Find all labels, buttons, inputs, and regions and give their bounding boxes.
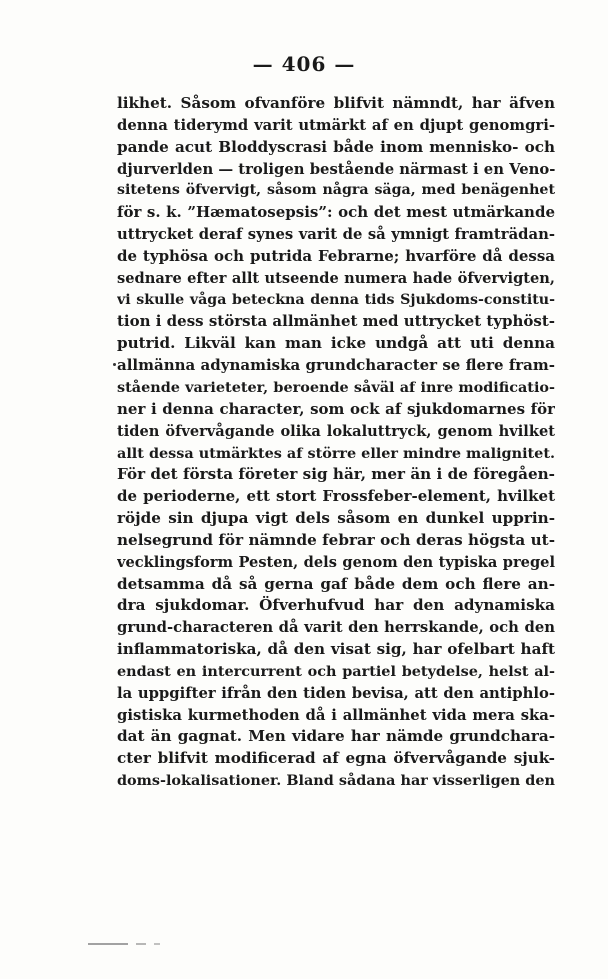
text-line: pande acut Bloddyscrasi både inom mennisko- och [117,137,555,156]
text-line: för s. k. ”Hæmatosepsis”: och det mest utmärkande [117,203,555,222]
text-line: denna tiderymd varit utmärkt af en djupt genomgri- [117,116,555,134]
text-line: grund-characteren då varit den herrskande, och den [117,619,555,637]
body-text [117,93,555,792]
text-line: tiden öfvervågande olika lokaluttryck, genom hvilket [117,422,555,440]
text-line: gistiska kurmethoden då i allmänhet vida mera ska- [117,706,555,724]
text-line: stående varieteter, beroende såväl af inre modificatio- [117,378,555,396]
text-line: För det första företer sig här, mer än i de föregåen- [117,465,555,484]
text-line: vi skulle våga beteckna denna tids Sjukdoms-constitu- [117,291,555,308]
text-line: inflammatoriska, då den visat sig, har ofelbart haft [117,640,555,659]
text-line: tion i dess största allmänhet med uttrycket typhöst- [117,312,555,331]
text-line: allmänna adynamiska grundcharacter se flere fram- [117,356,555,375]
text-line: endast en intercurrent och partiel betydelse, helst al- [117,662,555,680]
text-line: de typhösa och putrida Febrarne; hvarföre då dessa [117,246,555,265]
text-line: vecklingsform Pesten, dels genom den typiska pregel [117,553,555,571]
text-line: röjde sin djupa vigt dels såsom en dunkel upprin- [117,509,555,528]
text-line: de perioderne, ett stort Frossfeber-element, hvilket [117,487,555,506]
text-line: allt dessa utmärktes af större eller mindre malignitet. [117,444,555,462]
text-line: la uppgifter ifrån den tiden bevisa, att den antiphlo- [117,684,555,702]
text-line: ner i denna character, som ock af sjukdomarnes för [117,399,555,418]
text-line: sednare efter allt utseende numera hade öfvervigten, [117,269,555,287]
page-number: — 406 — [252,52,356,76]
margin-mark [113,363,116,366]
text-line: uttrycket deraf synes varit de så ymnigt framträdan- [117,226,555,244]
text-line: detsamma då så gerna gaf både dem och flere an- [117,574,555,593]
text-line: nelsegrund för nämnde febrar och deras högsta ut- [117,530,555,549]
text-line: dra sjukdomar. Öfverhufvud har den adynamiska [117,596,555,615]
text-line: doms-lokalisationer. Bland sådana har visserligen den [117,772,555,790]
footer-rule [88,943,188,945]
text-line: putrid. Likväl kan man icke undgå att uti denna [117,334,555,353]
text-line: likhet. Såsom ofvanföre blifvit nämndt, har äfven [117,94,555,112]
text-line: cter blifvit modificerad af egna öfvervågande sjuk- [117,749,555,768]
text-line: dat än gagnat. Men vidare har nämde grundchara- [117,727,555,746]
text-line: sitetens öfvervigt, såsom några säga, med benägenhet [117,182,555,199]
text-line: djurverlden — troligen bestående närmast i en Veno- [117,160,555,178]
